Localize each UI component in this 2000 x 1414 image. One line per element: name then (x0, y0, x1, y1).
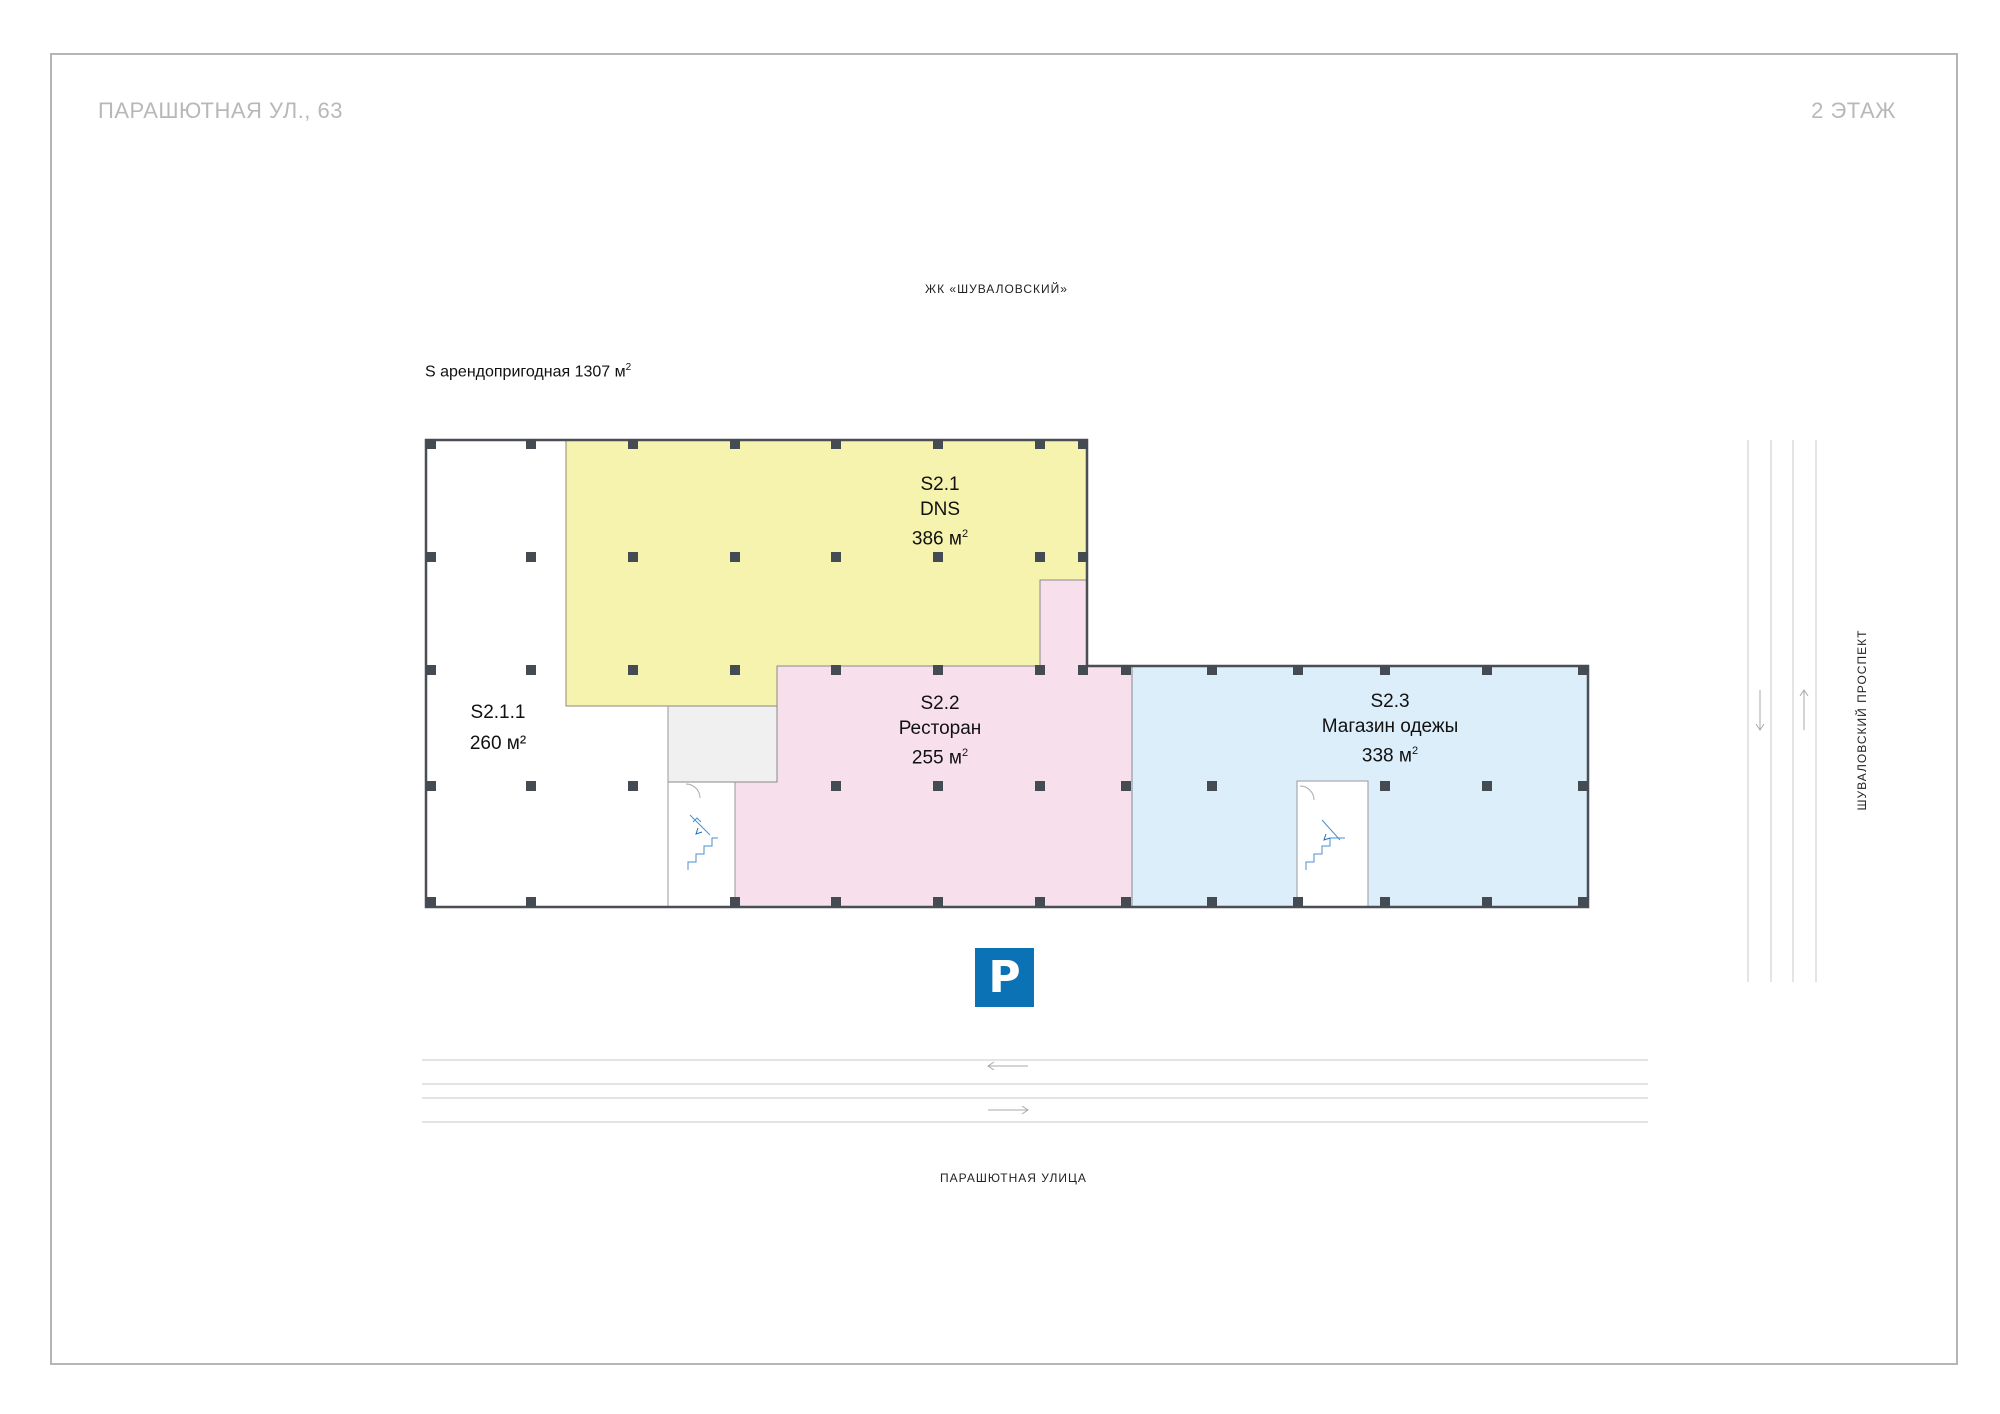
structural-column (526, 897, 536, 907)
structural-column (426, 439, 436, 449)
structural-column (730, 439, 740, 449)
structural-column (933, 552, 943, 562)
structural-column (1035, 665, 1045, 675)
unit-s2-1-label[interactable] (860, 472, 1020, 551)
structural-column (1035, 781, 1045, 791)
unit-area: 260 м² (469, 733, 527, 754)
south-street-lines (422, 1060, 1648, 1122)
structural-column (526, 552, 536, 562)
east-street-label: ШУВАЛОВСКИЙ ПРОСПЕКТ (1855, 629, 1869, 811)
structural-column (628, 552, 638, 562)
structural-column (526, 439, 536, 449)
unit-name: DNS (919, 499, 961, 520)
structural-column (1207, 781, 1217, 791)
unit-id: S2.2 (920, 693, 960, 714)
unit-id: S2.1.1 (470, 702, 526, 723)
structural-column (426, 897, 436, 907)
address-title: ПАРАШЮТНАЯ УЛ., 63 (98, 98, 344, 123)
unit-area: 338 $м^2$ (1361, 745, 1419, 767)
structural-column (730, 552, 740, 562)
stairs-icon (688, 815, 718, 870)
unit-area: 255 $м^2$ (911, 747, 969, 769)
structural-column (1482, 781, 1492, 791)
structural-column (426, 781, 436, 791)
structural-column (933, 665, 943, 675)
structural-column (831, 439, 841, 449)
structural-column (831, 781, 841, 791)
structural-column (1482, 897, 1492, 907)
unit-area: 386 $м^2$ (911, 528, 969, 550)
total-rentable-area: S арендопригодная 1307 $м^2$ (425, 362, 632, 381)
structural-column (628, 781, 638, 791)
structural-column (730, 665, 740, 675)
structural-column (933, 781, 943, 791)
east-street-lines (1748, 440, 1816, 982)
structural-column (1207, 897, 1217, 907)
unit-s2-1-1-label[interactable] (418, 700, 578, 756)
east-traffic-arrows (1756, 690, 1808, 730)
structural-column (933, 897, 943, 907)
door-swing (686, 784, 700, 798)
unit-id: S2.1 (920, 474, 960, 495)
structural-column (1121, 897, 1131, 907)
structural-column (526, 665, 536, 675)
structural-column (1578, 897, 1588, 907)
structural-column (1121, 781, 1131, 791)
structural-column (1078, 665, 1088, 675)
structural-column (1035, 552, 1045, 562)
north-building-label: ЖК «ШУВАЛОВСКИЙ» (925, 282, 1068, 296)
south-street-label: ПАРАШЮТНАЯ УЛИЦА (940, 1171, 1087, 1185)
structural-column (628, 665, 638, 675)
structural-column (933, 439, 943, 449)
parking-sign-icon: P (975, 948, 1034, 1007)
unit-s2-3-label[interactable] (1290, 689, 1490, 768)
south-traffic-arrows (988, 1062, 1028, 1114)
structural-column (831, 552, 841, 562)
structural-column (1293, 897, 1303, 907)
structural-column (426, 665, 436, 675)
structural-column (628, 439, 638, 449)
structural-column (831, 897, 841, 907)
structural-column (1380, 665, 1390, 675)
structural-column (1035, 897, 1045, 907)
structural-column (1293, 665, 1303, 675)
unit-name: Ресторан (898, 718, 982, 739)
structural-column (1482, 665, 1492, 675)
structural-column (1207, 665, 1217, 675)
structural-column (1078, 552, 1088, 562)
structural-column (1578, 781, 1588, 791)
structural-column (730, 897, 740, 907)
structural-column (1035, 439, 1045, 449)
structural-column (526, 781, 536, 791)
structural-column (1121, 665, 1131, 675)
structural-column (1578, 665, 1588, 675)
unit-s2-2-label[interactable] (860, 691, 1020, 770)
structural-column (1078, 439, 1088, 449)
service-core (668, 706, 777, 782)
unit-name: Магазин одежы (1321, 716, 1459, 737)
structural-column (831, 665, 841, 675)
unit-id: S2.3 (1370, 691, 1410, 712)
structural-column (426, 552, 436, 562)
floor-title: 2 ЭТАЖ (1811, 98, 1896, 123)
structural-column (1380, 781, 1390, 791)
structural-column (1380, 897, 1390, 907)
